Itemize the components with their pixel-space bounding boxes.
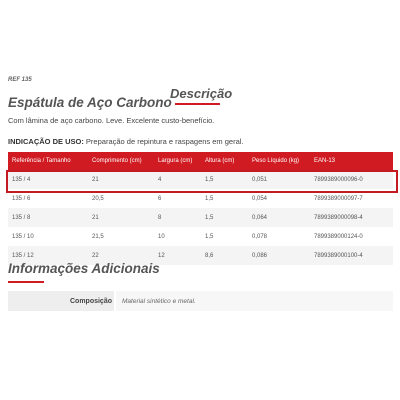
- header-reference: Referência / Tamanho: [12, 158, 71, 164]
- additional-info-title: Informações Adicionais: [8, 261, 160, 276]
- cell-weight: 0,086: [252, 252, 268, 259]
- usage-text: Preparação de repintura e raspagens em geral.: [83, 137, 244, 146]
- cell-ean: 7899389000098-4: [314, 214, 363, 221]
- header-length: Comprimento (cm): [92, 158, 142, 164]
- header-height: Altura (cm): [205, 158, 235, 164]
- table-row: [8, 189, 393, 208]
- table-header-row: [8, 152, 393, 170]
- cell-ean: 7899389000100-4: [314, 252, 363, 259]
- cell-height: 1,5: [205, 195, 214, 202]
- cell-ean: 7899389000097-7: [314, 195, 363, 202]
- cell-height: 1,5: [205, 233, 214, 240]
- cell-length: 20,5: [92, 195, 104, 202]
- cell-weight: 0,054: [252, 195, 268, 202]
- cell-length: 21: [92, 176, 99, 183]
- cell-width: 12: [158, 252, 165, 259]
- composition-value: Material sintético e metal.: [122, 297, 196, 305]
- cell-length: 21,5: [92, 233, 104, 240]
- product-description: Com lâmina de aço carbono. Leve. Excelente custo-benefício.: [8, 116, 215, 125]
- cell-length: 21: [92, 214, 99, 221]
- composition-label: Composição: [69, 297, 112, 305]
- specs-table: [8, 152, 393, 265]
- cell-reference: 135 / 4: [12, 176, 31, 183]
- cell-width: 4: [158, 176, 162, 183]
- product-ref: REF 135: [8, 77, 32, 83]
- cell-length: 22: [92, 252, 99, 259]
- header-weight: Peso Líquido (kg): [252, 158, 300, 164]
- header-width: Largura (cm): [158, 158, 193, 164]
- cell-height: 1,5: [205, 214, 214, 221]
- header-ean: EAN-13: [314, 158, 336, 164]
- product-title: Espátula de Aço Carbono: [8, 95, 172, 110]
- table-row-highlighted: [8, 208, 393, 227]
- cell-reference: 135 / 8: [12, 214, 31, 221]
- cell-ean: 7899389000124-0: [314, 233, 363, 240]
- cell-reference: 135 / 10: [12, 233, 34, 240]
- cell-weight: 0,064: [252, 214, 268, 221]
- description-tab[interactable]: Descrição: [170, 86, 233, 101]
- table-row: [8, 227, 393, 246]
- cell-weight: 0,078: [252, 233, 268, 240]
- cell-reference: 135 / 6: [12, 195, 31, 202]
- cell-width: 8: [158, 214, 162, 221]
- usage-label: INDICAÇÃO DE USO:: [8, 137, 84, 146]
- additional-info-underline: [8, 281, 44, 283]
- cell-height: 8,6: [205, 252, 214, 259]
- cell-height: 1,5: [205, 176, 214, 183]
- cell-width: 10: [158, 233, 165, 240]
- table-row: [8, 170, 393, 189]
- description-tab-underline: [175, 103, 220, 105]
- usage-indication: [8, 137, 244, 146]
- cell-ean: 7899389000096-0: [314, 176, 363, 183]
- cell-reference: 135 / 12: [12, 252, 34, 259]
- cell-weight: 0,051: [252, 176, 268, 183]
- cell-width: 6: [158, 195, 162, 202]
